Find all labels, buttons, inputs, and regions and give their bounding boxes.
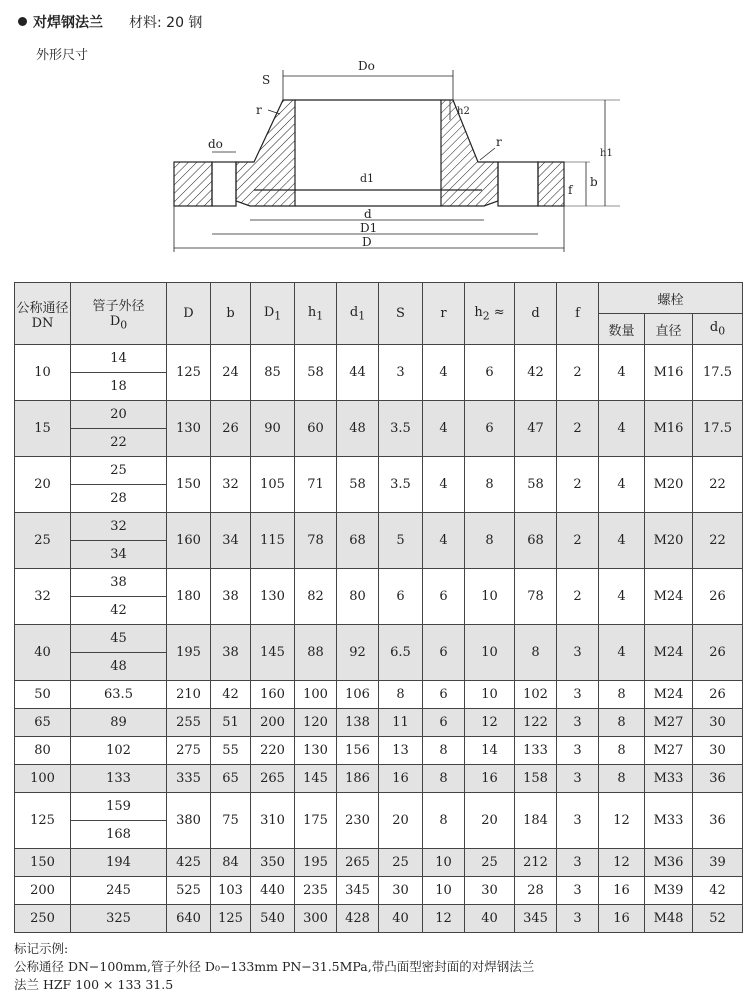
table-cell: 160 <box>167 513 211 569</box>
table-cell: 6 <box>423 681 465 709</box>
table-cell: 310 <box>251 793 295 849</box>
table-cell: 12 <box>465 709 515 737</box>
col-bolt-group: 螺栓 <box>599 283 743 314</box>
table-cell: 51 <box>211 709 251 737</box>
table-cell: 32 <box>211 457 251 513</box>
table-cell: 212 <box>515 849 557 877</box>
table-cell: 105 <box>251 457 295 513</box>
table-cell: 4 <box>423 513 465 569</box>
col-h1: $h_1$ <box>295 283 337 345</box>
table-cell: 22 <box>693 457 743 513</box>
table-cell: 8 <box>515 625 557 681</box>
table-cell: 300 <box>295 905 337 933</box>
table-cell: 68 <box>337 513 379 569</box>
table-cell: 25 <box>379 849 423 877</box>
col-h2: $h_2$ ≈ <box>465 283 515 345</box>
table-cell: 180 <box>167 569 211 625</box>
table-cell: 4 <box>423 401 465 457</box>
table-cell: 38 <box>211 569 251 625</box>
table-cell: 63.5 <box>71 681 167 709</box>
table-cell: 47 <box>515 401 557 457</box>
table-cell: 22 <box>693 513 743 569</box>
table-cell: 175 <box>295 793 337 849</box>
table-cell: 20 <box>71 401 167 429</box>
table-cell: 156 <box>337 737 379 765</box>
table-cell: M27 <box>645 709 693 737</box>
label-S: S <box>262 73 271 87</box>
table-cell: 65 <box>211 765 251 793</box>
table-cell: 39 <box>693 849 743 877</box>
table-cell: 80 <box>15 737 71 765</box>
table-cell: 20 <box>15 457 71 513</box>
table-cell: 200 <box>15 877 71 905</box>
table-cell: 28 <box>71 485 167 513</box>
table-cell: 55 <box>211 737 251 765</box>
table-row <box>15 905 743 933</box>
table-cell: 50 <box>15 681 71 709</box>
table-row <box>15 877 743 905</box>
table-row <box>15 345 743 373</box>
table-cell: 30 <box>465 877 515 905</box>
table-cell: 8 <box>465 457 515 513</box>
table-cell: 26 <box>693 681 743 709</box>
table-cell: 10 <box>465 569 515 625</box>
notes-heading: 标记示例: <box>14 941 69 956</box>
table-cell: 14 <box>465 737 515 765</box>
table-cell: 125 <box>15 793 71 849</box>
table-cell: 2 <box>557 569 599 625</box>
table-cell: 8 <box>599 765 645 793</box>
table-cell: 255 <box>167 709 211 737</box>
notes-line2: 法兰 HZF 100 × 133 31.5 <box>14 977 174 992</box>
table-cell: 8 <box>599 681 645 709</box>
table-cell: 130 <box>167 401 211 457</box>
table-cell: 138 <box>337 709 379 737</box>
label-d: d <box>364 207 372 221</box>
table-cell: 194 <box>71 849 167 877</box>
table-cell: 68 <box>515 513 557 569</box>
table-cell: 103 <box>211 877 251 905</box>
table-cell: 525 <box>167 877 211 905</box>
label-h1: h1 <box>600 148 613 159</box>
table-cell: M16 <box>645 401 693 457</box>
table-cell: 8 <box>599 709 645 737</box>
table-cell: 150 <box>15 849 71 877</box>
table-cell: M20 <box>645 457 693 513</box>
table-cell: 40 <box>379 905 423 933</box>
table-cell: 18 <box>71 373 167 401</box>
table-cell: 5 <box>379 513 423 569</box>
table-cell: 36 <box>693 793 743 849</box>
table-cell: 10 <box>465 681 515 709</box>
table-cell: 71 <box>295 457 337 513</box>
table-cell: 89 <box>71 709 167 737</box>
table-cell: 58 <box>295 345 337 401</box>
table-cell: 22 <box>71 429 167 457</box>
label-Do: Do <box>358 59 375 73</box>
table-cell: 130 <box>251 569 295 625</box>
table-cell: 350 <box>251 849 295 877</box>
table-cell: 28 <box>515 877 557 905</box>
table-row <box>15 457 743 485</box>
table-cell: 540 <box>251 905 295 933</box>
table-row <box>15 625 743 653</box>
table-cell: 88 <box>295 625 337 681</box>
table-cell: 4 <box>599 569 645 625</box>
table-cell: 17.5 <box>693 401 743 457</box>
col-b: b <box>211 283 251 345</box>
table-cell: 12 <box>599 849 645 877</box>
table-cell: M27 <box>645 737 693 765</box>
table-cell: 3 <box>557 765 599 793</box>
col-d: d <box>515 283 557 345</box>
table-cell: 335 <box>167 765 211 793</box>
table-cell: 250 <box>15 905 71 933</box>
table-cell: 30 <box>693 709 743 737</box>
table-cell: 8 <box>379 681 423 709</box>
table-cell: 3 <box>557 737 599 765</box>
table-cell: 24 <box>211 345 251 401</box>
table-cell: 145 <box>251 625 295 681</box>
table-cell: 26 <box>211 401 251 457</box>
table-cell: 32 <box>15 569 71 625</box>
bullet-icon <box>18 17 27 26</box>
col-bolt-d0: $d_0$ <box>693 314 743 345</box>
table-cell: 34 <box>211 513 251 569</box>
table-cell: 8 <box>423 737 465 765</box>
table-cell: 42 <box>693 877 743 905</box>
table-cell: 45 <box>71 625 167 653</box>
table-cell: M24 <box>645 625 693 681</box>
table-cell: 12 <box>599 793 645 849</box>
table-cell: 6 <box>379 569 423 625</box>
table-cell: 16 <box>465 765 515 793</box>
col-dn: 公称通径 DN <box>15 283 71 345</box>
table-cell: 26 <box>693 625 743 681</box>
table-cell: 325 <box>71 905 167 933</box>
table-cell: 440 <box>251 877 295 905</box>
col-f: f <box>557 283 599 345</box>
table-cell: 6 <box>465 345 515 401</box>
table-cell: 17.5 <box>693 345 743 401</box>
table-cell: 235 <box>295 877 337 905</box>
table-cell: 3.5 <box>379 401 423 457</box>
subtitle: 外形尺寸 <box>36 48 89 63</box>
table-cell: 125 <box>211 905 251 933</box>
table-cell: 38 <box>211 625 251 681</box>
table-cell: 220 <box>251 737 295 765</box>
table-cell: 65 <box>15 709 71 737</box>
col-bolt-qty: 数量 <box>599 314 645 345</box>
table-cell: 2 <box>557 345 599 401</box>
table-cell: 6 <box>423 569 465 625</box>
table-cell: 60 <box>295 401 337 457</box>
table-cell: 145 <box>295 765 337 793</box>
table-cell: 4 <box>599 457 645 513</box>
table-cell: 4 <box>599 345 645 401</box>
table-row <box>15 681 743 709</box>
table-cell: 10 <box>423 849 465 877</box>
table-cell: 102 <box>515 681 557 709</box>
table-cell: 52 <box>693 905 743 933</box>
table-cell: 106 <box>337 681 379 709</box>
table-row <box>15 765 743 793</box>
table-cell: 82 <box>295 569 337 625</box>
table-cell: 120 <box>295 709 337 737</box>
table-cell: 84 <box>211 849 251 877</box>
table-cell: 48 <box>337 401 379 457</box>
label-r-right: r <box>496 135 502 149</box>
table-cell: 3 <box>557 709 599 737</box>
material-label: 材料: 20 钢 <box>129 15 203 31</box>
table-cell: 115 <box>251 513 295 569</box>
table-row <box>15 793 743 821</box>
table-cell: M33 <box>645 765 693 793</box>
table-cell: 230 <box>337 793 379 849</box>
table-cell: 275 <box>167 737 211 765</box>
table-cell: 58 <box>337 457 379 513</box>
table-cell: 8 <box>465 513 515 569</box>
table-cell: 133 <box>71 765 167 793</box>
col-D: D <box>167 283 211 345</box>
table-cell: 186 <box>337 765 379 793</box>
table-cell: 30 <box>693 737 743 765</box>
table-cell: 40 <box>465 905 515 933</box>
table-row <box>15 737 743 765</box>
label-r-top: r <box>256 103 262 117</box>
table-cell: 10 <box>15 345 71 401</box>
col-S: S <box>379 283 423 345</box>
table-cell: 195 <box>295 849 337 877</box>
label-h2: h2 <box>457 106 470 117</box>
label-d1: d1 <box>360 172 375 185</box>
table-cell: 425 <box>167 849 211 877</box>
table-cell: 345 <box>337 877 379 905</box>
table-cell: 3 <box>557 849 599 877</box>
table-cell: 30 <box>379 877 423 905</box>
table-cell: 4 <box>423 345 465 401</box>
table-cell: 40 <box>15 625 71 681</box>
table-cell: 13 <box>379 737 423 765</box>
table-cell: 245 <box>71 877 167 905</box>
table-cell: 158 <box>515 765 557 793</box>
label-f: f <box>568 183 573 197</box>
table-cell: 428 <box>337 905 379 933</box>
table-cell: M39 <box>645 877 693 905</box>
table-cell: 8 <box>423 765 465 793</box>
table-cell: 3 <box>557 905 599 933</box>
label-do: do <box>208 137 223 151</box>
table-cell: 8 <box>599 737 645 765</box>
table-cell: 4 <box>599 625 645 681</box>
table-cell: 85 <box>251 345 295 401</box>
table-cell: 48 <box>71 653 167 681</box>
table-cell: 4 <box>599 513 645 569</box>
table-cell: 10 <box>465 625 515 681</box>
col-d1: $d_1$ <box>337 283 379 345</box>
table-cell: 78 <box>515 569 557 625</box>
marking-example <box>14 940 534 994</box>
table-cell: 150 <box>167 457 211 513</box>
table-row <box>15 401 743 429</box>
table-cell: 6 <box>423 625 465 681</box>
table-cell: 265 <box>251 765 295 793</box>
table-cell: 168 <box>71 821 167 849</box>
table-cell: 345 <box>515 905 557 933</box>
col-od: 管子外径 $D_0$ <box>71 283 167 345</box>
table-cell: M24 <box>645 569 693 625</box>
table-cell: 92 <box>337 625 379 681</box>
table-cell: 20 <box>379 793 423 849</box>
table-cell: 38 <box>71 569 167 597</box>
table-cell: 11 <box>379 709 423 737</box>
table-cell: M48 <box>645 905 693 933</box>
label-D: D <box>362 235 372 249</box>
table-cell: 80 <box>337 569 379 625</box>
table-row <box>15 709 743 737</box>
col-D1: $D_1$ <box>251 283 295 345</box>
table-cell: 90 <box>251 401 295 457</box>
table-cell: M33 <box>645 793 693 849</box>
table-cell: 3 <box>557 625 599 681</box>
table-row <box>15 849 743 877</box>
table-cell: 160 <box>251 681 295 709</box>
table-cell: M20 <box>645 513 693 569</box>
table-cell: 133 <box>515 737 557 765</box>
table-cell: 2 <box>557 401 599 457</box>
table-cell: 25 <box>15 513 71 569</box>
table-cell: 184 <box>515 793 557 849</box>
table-cell: 4 <box>599 401 645 457</box>
table-row <box>15 569 743 597</box>
table-cell: 380 <box>167 793 211 849</box>
table-cell: 8 <box>423 793 465 849</box>
col-bolt-dia: 直径 <box>645 314 693 345</box>
col-r: r <box>423 283 465 345</box>
table-cell: 3.5 <box>379 457 423 513</box>
table-cell: 16 <box>599 905 645 933</box>
table-cell: 122 <box>515 709 557 737</box>
table-body <box>15 345 743 933</box>
label-b: b <box>590 175 598 189</box>
table-cell: 6 <box>423 709 465 737</box>
table-cell: 6.5 <box>379 625 423 681</box>
table-cell: 78 <box>295 513 337 569</box>
table-cell: 42 <box>515 345 557 401</box>
table-cell: 3 <box>557 793 599 849</box>
table-cell: 100 <box>295 681 337 709</box>
table-cell: 15 <box>15 401 71 457</box>
table-cell: 640 <box>167 905 211 933</box>
table-cell: M24 <box>645 681 693 709</box>
table-row <box>15 513 743 541</box>
spec-table <box>14 282 743 933</box>
table-cell: 26 <box>693 569 743 625</box>
table-cell: 44 <box>337 345 379 401</box>
page-title <box>18 12 202 32</box>
table-cell: 34 <box>71 541 167 569</box>
table-cell: 159 <box>71 793 167 821</box>
table-cell: 4 <box>423 457 465 513</box>
table-cell: 3 <box>379 345 423 401</box>
table-cell: 2 <box>557 513 599 569</box>
table-cell: 32 <box>71 513 167 541</box>
table-cell: 265 <box>337 849 379 877</box>
table-cell: 36 <box>693 765 743 793</box>
table-cell: M36 <box>645 849 693 877</box>
table-cell: M16 <box>645 345 693 401</box>
table-cell: 58 <box>515 457 557 513</box>
table-cell: 16 <box>379 765 423 793</box>
table-cell: 3 <box>557 877 599 905</box>
table-cell: 25 <box>71 457 167 485</box>
notes-line1: 公称通径 DN−100mm,管子外径 D₀−133mm PN−31.5MPa,带凸面型密封面的对焊钢法兰 <box>14 959 535 974</box>
table-cell: 100 <box>15 765 71 793</box>
table-cell: 6 <box>465 401 515 457</box>
table-cell: 210 <box>167 681 211 709</box>
table-cell: 3 <box>557 681 599 709</box>
table-cell: 20 <box>465 793 515 849</box>
table-cell: 25 <box>465 849 515 877</box>
flange-drawing <box>150 56 620 262</box>
table-cell: 42 <box>211 681 251 709</box>
table-cell: 200 <box>251 709 295 737</box>
table-cell: 195 <box>167 625 211 681</box>
table-cell: 125 <box>167 345 211 401</box>
table-cell: 102 <box>71 737 167 765</box>
table-cell: 12 <box>423 905 465 933</box>
table-cell: 2 <box>557 457 599 513</box>
table-cell: 130 <box>295 737 337 765</box>
table-cell: 16 <box>599 877 645 905</box>
table-cell: 14 <box>71 345 167 373</box>
label-D1: D1 <box>360 221 378 235</box>
table-cell: 42 <box>71 597 167 625</box>
table-cell: 75 <box>211 793 251 849</box>
title-text: 对焊钢法兰 <box>33 15 103 31</box>
table-cell: 10 <box>423 877 465 905</box>
